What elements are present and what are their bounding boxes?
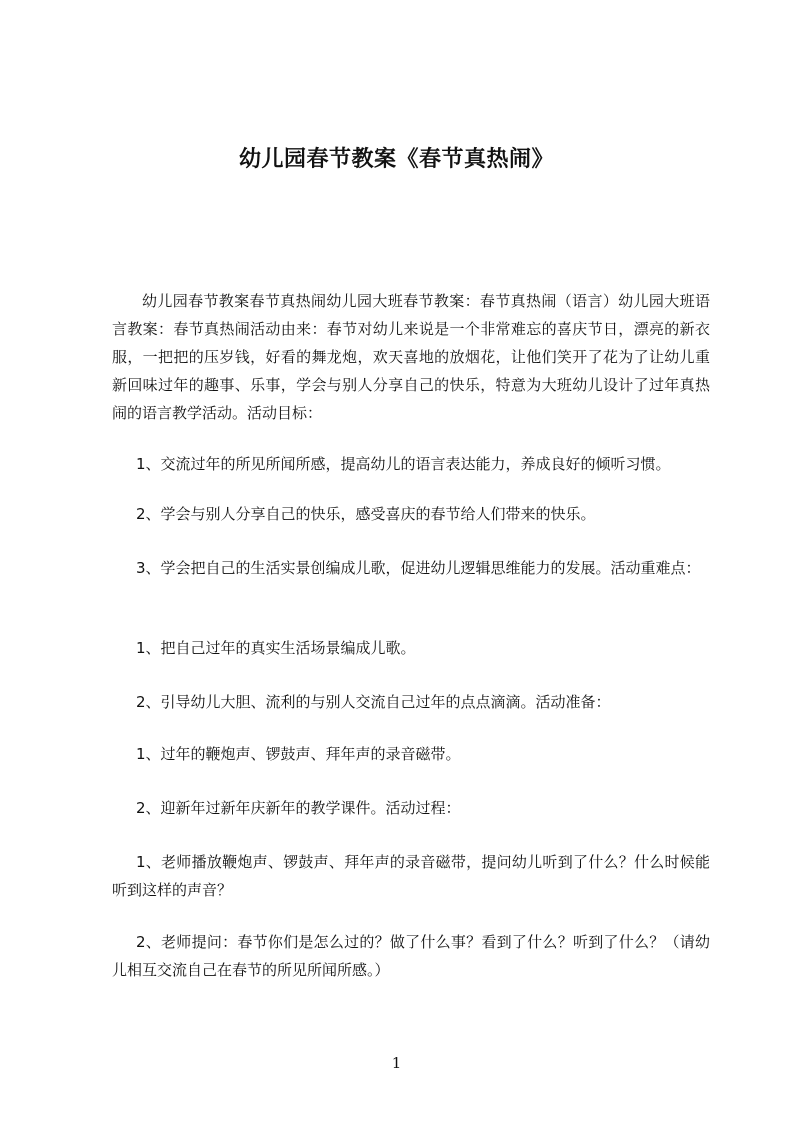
paragraph-process-2: 2、老师提问：春节你们是怎么过的？做了什么事？看到了什么？听到了什么？（请幼儿相互交流自己在春节的所见所闻所感。） <box>112 933 710 979</box>
paragraph-prep-2: 2、迎新年过新年庆新年的教学课件。活动过程： <box>136 799 461 817</box>
paragraph-intro: 幼儿园春节教案春节真热闹幼儿园大班春节教案：春节真热闹（语言）幼儿园大班语言教案：春节真热闹活动由来：春节对幼儿来说是一个非常难忘的喜庆节日，漂亮的新衣服，一把把的压岁钱，好看的舞龙炮，欢天喜地的放烟花，让他们笑开了花为了让幼儿重新回味过年的趣事、乐事，学会与别人分享自己的快乐，特意为大班幼儿设计了过年真热闹的语言教学活动。活动目标： <box>112 292 710 422</box>
paragraph-focus-2: 2、引导幼儿大胆、流利的与别人交流自己过年的点点滴滴。活动准备： <box>136 693 611 711</box>
document-title: 幼儿园春节教案《春节真热闹》 <box>238 147 554 172</box>
paragraph-goal-3: 3、学会把自己的生活实景创编成儿歌，促进幼儿逻辑思维能力的发展。活动重难点： <box>136 559 701 577</box>
page-number: 1 <box>391 1054 402 1072</box>
paragraph-goal-2: 2、学会与别人分享自己的快乐，感受喜庆的春节给人们带来的快乐。 <box>136 505 596 523</box>
paragraph-focus-1: 1、把自己过年的真实生活场景编成儿歌。 <box>136 639 416 657</box>
paragraph-prep-1: 1、过年的鞭炮声、锣鼓声、拜年声的录音磁带。 <box>136 745 461 763</box>
paragraph-goal-1: 1、交流过年的所见所闻所感，提高幼儿的语言表达能力，养成良好的倾听习惯。 <box>136 455 671 473</box>
paragraph-process-1: 1、老师播放鞭炮声、锣鼓声、拜年声的录音磁带，提问幼儿听到了什么？什么时候能听到这样的声音？ <box>112 853 710 899</box>
